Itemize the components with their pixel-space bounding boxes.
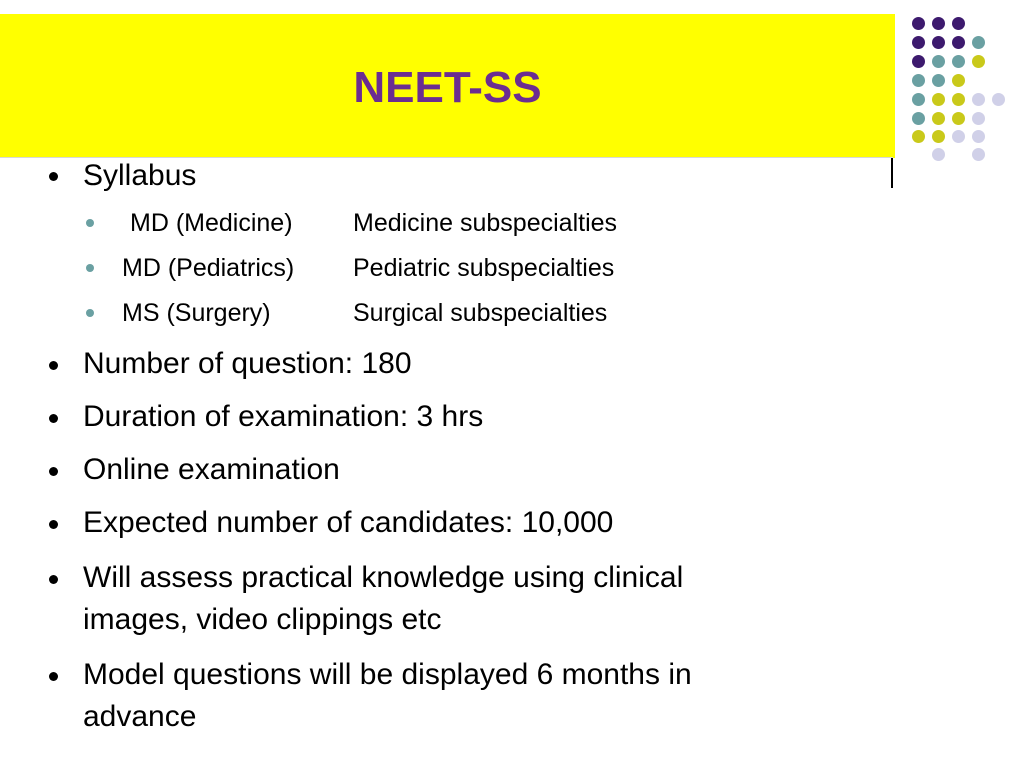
bullet-marker bbox=[49, 361, 58, 370]
slide-title: NEET-SS bbox=[353, 63, 542, 112]
sub-bullet-marker bbox=[86, 264, 94, 272]
bullet-assessment-line1: Will assess practical knowledge using clinical bbox=[83, 561, 684, 594]
bullet-model-questions-line1: Model questions will be displayed 6 months in bbox=[83, 658, 692, 691]
syllabus-degree: MS (Surgery) bbox=[122, 299, 271, 327]
syllabus-degree: MD (Medicine) bbox=[130, 209, 293, 237]
syllabus-degree: MD (Pediatrics) bbox=[122, 254, 295, 282]
bullet-marker bbox=[49, 575, 58, 584]
bullet-question-count: Number of question: 180 bbox=[83, 347, 412, 380]
bullet-marker bbox=[49, 172, 58, 181]
bullet-marker bbox=[49, 467, 58, 476]
sub-bullet-marker bbox=[86, 309, 94, 317]
bullet-online: Online examination bbox=[83, 453, 340, 486]
bullet-assessment-line2: images, video clippings etc bbox=[83, 603, 442, 636]
bullet-model-questions-line2: advance bbox=[83, 700, 197, 733]
bullet-marker bbox=[49, 672, 58, 681]
syllabus-subspecialty: Medicine subspecialties bbox=[353, 209, 618, 237]
sub-bullet-marker bbox=[86, 219, 94, 227]
bullet-duration: Duration of examination: 3 hrs bbox=[83, 400, 484, 433]
bullet-marker bbox=[49, 414, 58, 423]
syllabus-subspecialty: Pediatric subspecialties bbox=[353, 254, 615, 282]
bullet-marker bbox=[49, 520, 58, 529]
syllabus-subspecialty: Surgical subspecialties bbox=[353, 299, 608, 327]
bullet-candidates: Expected number of candidates: 10,000 bbox=[83, 506, 614, 539]
bullet-syllabus: Syllabus bbox=[83, 159, 197, 192]
